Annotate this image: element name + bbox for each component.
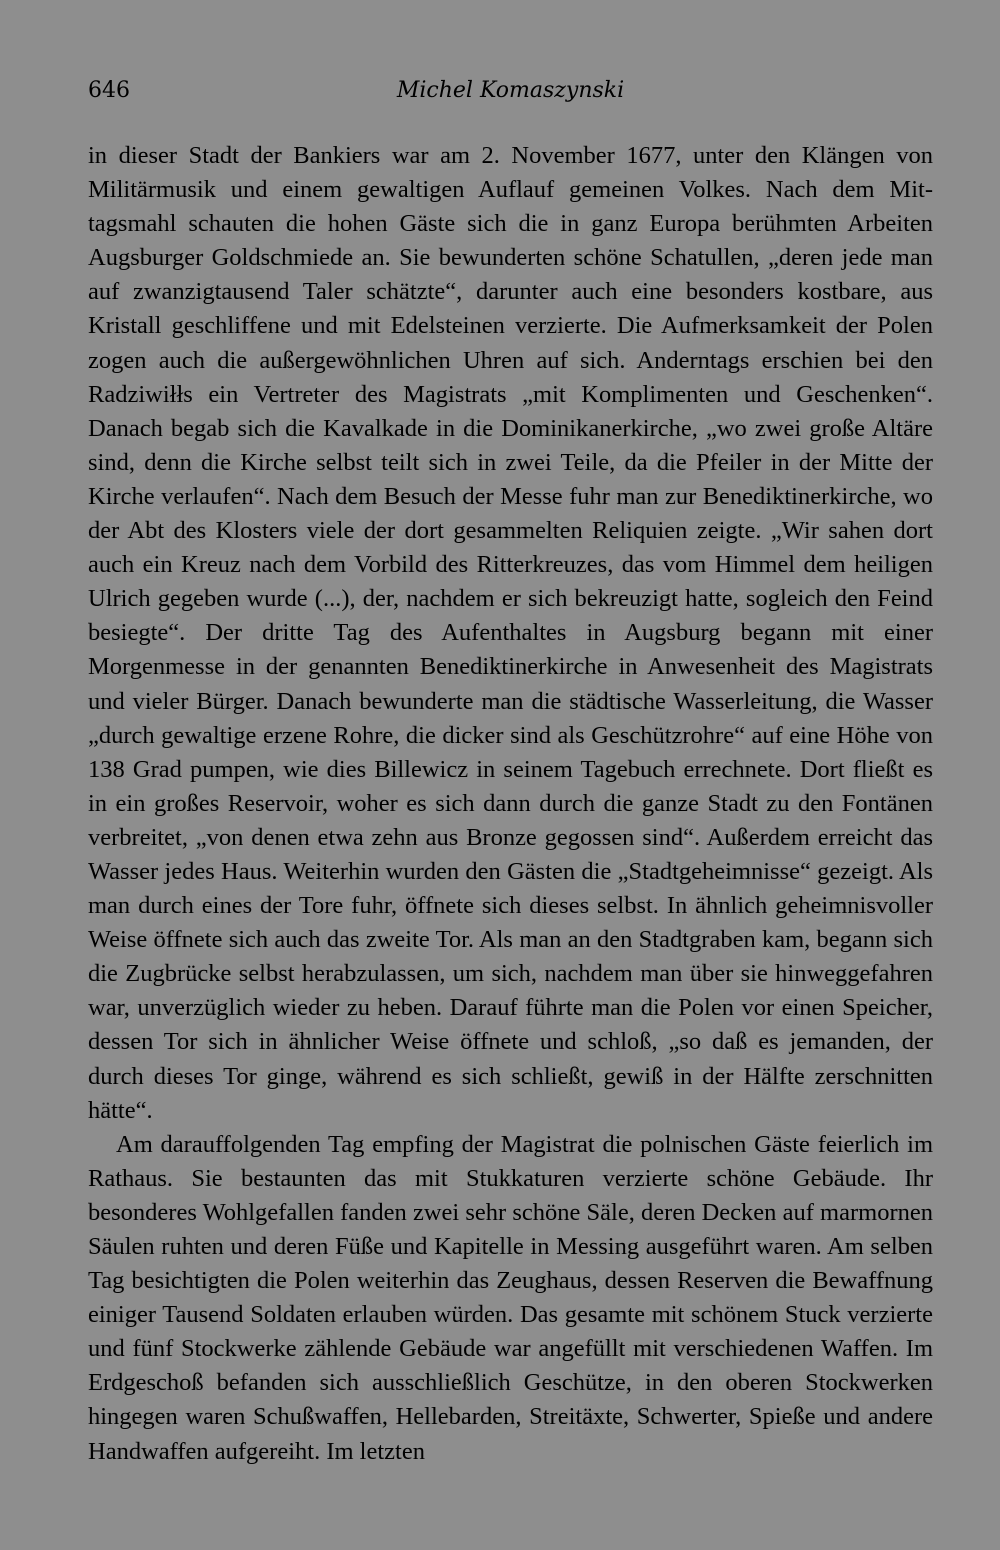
paragraph: in dieser Stadt der Bankiers war am 2. November 1677, unter den Klängen von Militärmusik und einem gewaltigen Auflauf gemeinen Volkes. Nach dem Mittagsmahl schauten die hohen Gäste sich die in ganz Europa berühmten Arbeiten Augsburger Goldschmiede an. Sie bewunderten schöne Schatullen, „deren jede man auf zwanzigtausend Taler schätzte“, darunter auch eine besonders kostbare, aus Kristall geschliffene und mit Edelsteinen verzierte. Die Aufmerksamkeit der Polen zogen auch die außergewöhnlichen Uhren auf sich. Anderntags erschien bei den Radziwiłłs ein Vertreter des Magistrats „mit Komplimenten und Geschenken“. Danach begab sich die Kavalkade in die Dominikanerkirche, „wo zwei große Altäre sind, denn die Kirche selbst teilt sich in zwei Teile, da die Pfeiler in der Mitte der Kirche verlaufen“. Nach dem Besuch der Messe fuhr man zur Benediktinerkirche, wo der Abt des Klosters viele der dort gesammelten Reliquien zeigte. „Wir sahen dort auch ein Kreuz nach dem Vorbild des Ritterkreuzes, das vom Himmel dem heiligen Ulrich gegeben wurde (...), der, nachdem er sich bekreuzigt hatte, sogleich den Feind besiegte“. Der dritte Tag des Aufenthaltes in Augsburg begann mit einer Morgenmesse in der genannten Benediktinerkirche in Anwesenheit des Magistrats und vieler Bürger. Danach bewunderte man die städtische Wasserleitung, die Wasser „durch gewaltige erzene Rohre, die dicker sind als Geschützrohre“ auf eine Höhe von 138 Grad pumpen, wie dies Billewicz in seinem Tagebuch errechnete. Dort fließt es in ein großes Reservoir, woher es sich dann durch die ganze Stadt zu den Fontänen verbreitet, „von denen etwa zehn aus Bronze gegossen sind“. Außerdem erreicht das Wasser jedes Haus. Weiterhin wurden den Gästen die „Stadtgeheimnisse“ gezeigt. Als man durch eines der Tore fuhr, öffnete sich dieses selbst. In ähnlich geheimnisvoller Weise öffnete sich auch das zweite Tor. Als man an den Stadtgraben kam, begann sich die Zugbrücke selbst herabzulassen, um sich, nachdem man über sie hinweggefahren war, unverzüglich wieder zu heben. Darauf führte man die Polen vor einen Speicher, dessen Tor sich in ähnlicher Weise öffnete und schloß, „so daß es jemanden, der durch dieses Tor ginge, während es sich schließt, gewiß in der Hälfte zerschnitten hätte“. (88, 142, 933, 1124)
body-text (88, 139, 933, 1469)
page-number: 646 (88, 78, 130, 103)
paragraph: Am darauffolgenden Tag empfing der Magistrat die polnischen Gäste feierlich im Rathaus. Sie bestaunten das mit Stukkaturen verzierte schöne Gebäude. Ihr besonderes Wohlgefallen fanden zwei sehr schöne Säle, deren Decken auf marmornen Säulen ruhten und deren Füße und Kapitelle in Messing ausgeführt waren. Am selben Tag besichtigten die Polen weiterhin das Zeughaus, dessen Reserven die Bewaffnung einiger Tausend Soldaten erlauben würden. Das gesamte mit schönem Stuck verzierte und fünf Stockwerke zählende Gebäude war angefüllt mit verschiedenen Waffen. Im Erdgeschoß befanden sich ausschließlich Geschütze, in den oberen Stockwerken hingegen waren Schußwaffen, Hellebarden, Streitäxte, Schwerter, Spieße und andere Handwaffen aufgereiht. Im letzten (88, 1130, 933, 1465)
running-head: Michel Komaszynski (396, 78, 625, 103)
page-header (88, 78, 933, 114)
